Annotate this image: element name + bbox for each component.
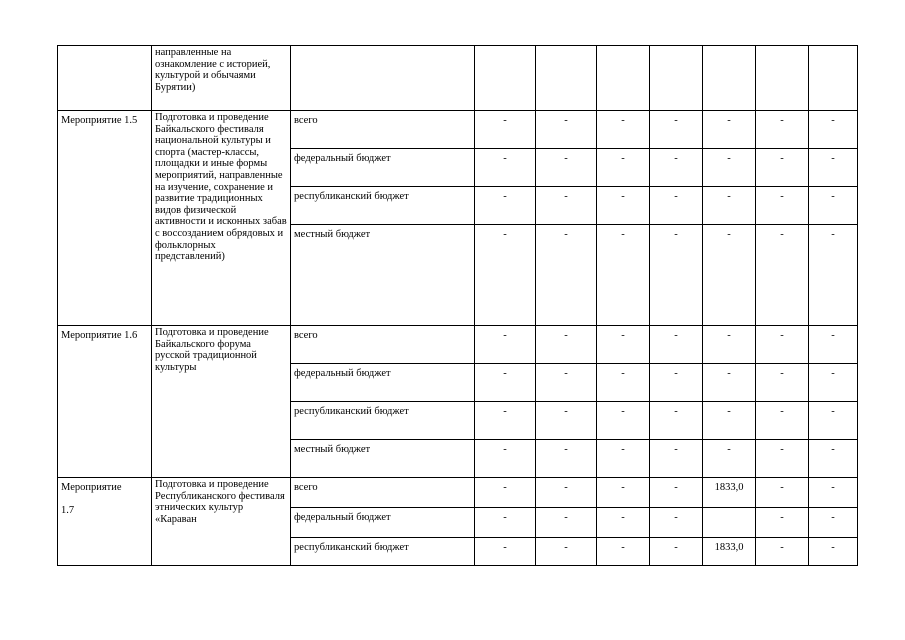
value-cell: - — [809, 402, 858, 440]
funding-source-cell: федеральный бюджет — [291, 508, 475, 538]
value-cell: - — [756, 111, 809, 149]
value-cell: - — [597, 402, 650, 440]
value-cell: - — [809, 225, 858, 326]
value-cell: - — [809, 478, 858, 508]
value-cell — [597, 46, 650, 111]
budget-table — [57, 45, 858, 566]
value-cell: - — [597, 508, 650, 538]
value-cell: - — [703, 149, 756, 187]
value-cell — [703, 508, 756, 538]
measure-code-cell — [58, 478, 152, 566]
funding-source-cell: всего — [291, 111, 475, 149]
value-cell: 1833,0 — [703, 478, 756, 508]
value-cell: - — [597, 187, 650, 225]
value-cell: - — [756, 326, 809, 364]
funding-source-cell: федеральный бюджет — [291, 149, 475, 187]
value-cell: - — [650, 225, 703, 326]
value-cell: - — [536, 508, 597, 538]
value-cell: - — [756, 440, 809, 478]
value-cell: - — [597, 225, 650, 326]
value-cell: - — [650, 538, 703, 566]
value-cell: - — [756, 402, 809, 440]
value-cell: - — [536, 440, 597, 478]
value-cell: - — [703, 111, 756, 149]
value-cell: - — [536, 326, 597, 364]
value-cell: - — [809, 111, 858, 149]
value-cell: - — [703, 402, 756, 440]
table-row — [58, 326, 858, 364]
value-cell: - — [809, 440, 858, 478]
value-cell: - — [597, 440, 650, 478]
measure-name-cell: Подготовка и проведение Байкальского фестиваля национальной культуры и спорта (мастер-классы, площадки и иные формы мероприятий, направленные на изучение, сохранение и развитие традиционных видов физической активности и исконных забав с воссозданием обрядовых и фольклорных представлений) — [152, 111, 291, 326]
value-cell: - — [650, 149, 703, 187]
value-cell — [650, 46, 703, 111]
table-row — [58, 478, 858, 508]
value-cell: - — [756, 508, 809, 538]
value-cell: - — [475, 187, 536, 225]
measure-code-line: Мероприятие — [61, 482, 122, 493]
value-cell: - — [536, 478, 597, 508]
value-cell: - — [756, 478, 809, 508]
value-cell: - — [650, 508, 703, 538]
funding-source-cell: местный бюджет — [291, 440, 475, 478]
value-cell: - — [475, 538, 536, 566]
measure-code-cell: Мероприятие 1.6 — [58, 326, 152, 478]
value-cell: - — [536, 402, 597, 440]
value-cell: - — [536, 187, 597, 225]
value-cell: - — [475, 111, 536, 149]
value-cell: - — [475, 508, 536, 538]
value-cell — [475, 46, 536, 111]
value-cell: - — [756, 364, 809, 402]
value-cell: - — [756, 149, 809, 187]
funding-source-cell: республиканский бюджет — [291, 402, 475, 440]
funding-source-cell: всего — [291, 326, 475, 364]
value-cell: - — [475, 478, 536, 508]
value-cell — [703, 46, 756, 111]
value-cell: - — [475, 326, 536, 364]
value-cell: - — [650, 111, 703, 149]
measure-code-cell: Мероприятие 1.5 — [58, 111, 152, 326]
funding-source-cell: всего — [291, 478, 475, 508]
measure-name-cell: Подготовка и проведение Республиканского фестиваля этнических культур «Караван — [152, 478, 291, 566]
value-cell: - — [536, 111, 597, 149]
value-cell: - — [597, 111, 650, 149]
value-cell: - — [597, 149, 650, 187]
value-cell: - — [475, 440, 536, 478]
funding-source-cell: республиканский бюджет — [291, 538, 475, 566]
value-cell: - — [475, 149, 536, 187]
value-cell: - — [650, 402, 703, 440]
value-cell: - — [475, 402, 536, 440]
value-cell: - — [536, 364, 597, 402]
value-cell: - — [756, 187, 809, 225]
value-cell: - — [756, 538, 809, 566]
value-cell: - — [703, 187, 756, 225]
value-cell: - — [650, 326, 703, 364]
value-cell — [756, 46, 809, 111]
value-cell: - — [597, 326, 650, 364]
value-cell: - — [650, 187, 703, 225]
measure-name-cell: Подготовка и проведение Байкальского форума русской традиционной культуры — [152, 326, 291, 478]
value-cell: - — [809, 187, 858, 225]
funding-source-cell: федеральный бюджет — [291, 364, 475, 402]
measure-code-line: 1.7 — [61, 504, 75, 516]
table-row — [58, 46, 858, 111]
value-cell: - — [650, 478, 703, 508]
value-cell: - — [536, 225, 597, 326]
value-cell: - — [536, 149, 597, 187]
value-cell: - — [703, 364, 756, 402]
funding-source-cell: местный бюджет — [291, 225, 475, 326]
value-cell: - — [703, 225, 756, 326]
value-cell: - — [597, 538, 650, 566]
value-cell: - — [809, 364, 858, 402]
value-cell: - — [536, 538, 597, 566]
funding-source-cell: республиканский бюджет — [291, 187, 475, 225]
value-cell: - — [809, 326, 858, 364]
value-cell: - — [809, 508, 858, 538]
measure-name-cell: направленные на ознакомление с историей, культурой и обычаями Бурятии) — [152, 46, 291, 111]
table-row — [58, 111, 858, 149]
value-cell: - — [703, 440, 756, 478]
value-cell: - — [703, 326, 756, 364]
value-cell — [536, 46, 597, 111]
value-cell: - — [809, 538, 858, 566]
value-cell: - — [650, 440, 703, 478]
value-cell: - — [597, 364, 650, 402]
value-cell: - — [650, 364, 703, 402]
value-cell: - — [475, 225, 536, 326]
value-cell: 1833,0 — [703, 538, 756, 566]
value-cell: - — [475, 364, 536, 402]
value-cell: - — [809, 149, 858, 187]
value-cell: - — [756, 225, 809, 326]
value-cell — [809, 46, 858, 111]
value-cell: - — [597, 478, 650, 508]
code-cell — [58, 46, 152, 111]
source-cell — [291, 46, 475, 111]
